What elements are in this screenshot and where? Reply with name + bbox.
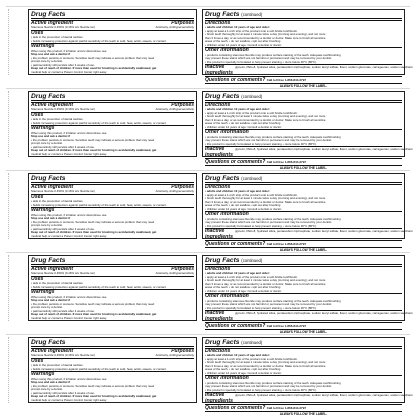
inactive-ingredients-heading: Inactive ingredients [205, 146, 233, 158]
keep-out-line-2: medical help or contact a Poison Control Center right away. [31, 151, 107, 156]
purposes-heading: Purposes [171, 19, 194, 26]
warning-line: • pain/sensitivity still persists after 4 weeks of use. [31, 226, 95, 231]
directions-heading: Directions [205, 102, 402, 109]
other-info-line: • this product is specially formulated to help prevent staining. • store below 30°C (86°F). [205, 305, 317, 310]
active-ingredient-purpose: Anticavity, Antihypersensitivity [155, 189, 194, 194]
drug-facts-right-panel [202, 173, 413, 253]
always-follow-label: ALWAYS FOLLOW THE LABEL. [205, 83, 402, 88]
directions-line: • apply at least a 1-inch strip of the product onto a soft bristle toothbrush. [205, 274, 298, 279]
keep-out-line-2: medical help or contact a Poison Control Center right away. [31, 69, 107, 74]
directions-line: • children under 12 years of age: Consult a dentist or doctor. [205, 206, 282, 211]
directions-line: than 3 times a day, or as recommended by a dentist or doctor. Make sure to brush all sensitive [205, 199, 326, 204]
drug-facts-label [6, 252, 413, 335]
other-information-heading: Other information [205, 211, 402, 218]
drug-facts-right-panel [202, 91, 413, 171]
directions-heading: Directions [205, 348, 402, 355]
inactive-ingredients-row [205, 228, 413, 240]
drug-facts-continued-title: Drug Facts (continued) [205, 339, 402, 347]
questions-heading: Questions or comments? [205, 323, 266, 330]
inactive-ingredients-text: glycerin, PEG-8, hydrated silica, pentasodium triphosphate, sodium lauryl sulfate, flavor, sodium gluconate, carrageenan, sodium saccharin [234, 311, 413, 316]
questions-heading: Questions or comments? [205, 77, 266, 84]
always-follow-label: ALWAYS FOLLOW THE LABEL. [205, 411, 402, 416]
always-follow-label: ALWAYS FOLLOW THE LABEL. [205, 165, 402, 170]
other-info-line: may prevent these stains which are not harmful or permanent and may be removed by your dentist. [205, 138, 332, 143]
active-ingredient-text: Stannous fluoride 0.454% (0.16% w/v fluoride ion) [31, 271, 96, 276]
uses-line: • builds increasing protection against painful sensitivity of the teeth to cold, heat, acids, sweets, or contact. [31, 120, 167, 125]
warning-line: prompt care by a dentist. [31, 305, 63, 310]
warning-line: prompt care by a dentist. [31, 59, 63, 64]
directions-line: than 3 times a day, or as recommended by a dentist or doctor. Make sure to brush all sensitive [205, 363, 326, 368]
directions-line: areas of the teeth. • do not swallow • spit out after brushing [205, 367, 281, 372]
inactive-ingredients-text: glycerin, PEG-8, hydrated silica, pentasodium triphosphate, sodium lauryl sulfate, flavor, sodium gluconate, carrageenan, sodium saccharin [234, 65, 413, 70]
directions-heading: Directions [205, 184, 402, 191]
other-info-line: • products containing stannous fluoride may produce surface staining of the teeth. Adequate toothbrushing [205, 216, 341, 221]
active-ingredient-purpose: Anticavity, Antihypersensitivity [155, 107, 194, 112]
warnings-heading: Warnings [31, 371, 194, 378]
questions-row [205, 240, 402, 247]
warning-line: • pain/sensitivity still persists after 4 weeks of use. [31, 308, 95, 313]
drug-facts-label [6, 170, 413, 253]
keep-out-line-2: medical help or contact a Poison Control Center right away. [31, 233, 107, 238]
warning-subtitle: Stop use and ask a dentist if [31, 298, 71, 303]
questions-phone: Call toll free 1-866-844-2797 [266, 160, 307, 165]
other-info-line: • this product is specially formulated to help prevent staining. • store below 30°C (86°F). [205, 141, 317, 146]
directions-line: • apply at least a 1-inch strip of the product onto a soft bristle toothbrush. [205, 28, 298, 33]
warnings-heading: Warnings [31, 289, 194, 296]
active-ingredient-heading: Active ingredient [31, 19, 74, 26]
other-information-heading: Other information [205, 129, 402, 136]
directions-line: than 3 times a day, or as recommended by a dentist or doctor. Make sure to brush all sensitive [205, 35, 326, 40]
warning-line: • pain/sensitivity still persists after 4 weeks of use. [31, 390, 95, 395]
warning-line: prompt care by a dentist. [31, 141, 63, 146]
directions-line: • children under 12 years of age: Consult a dentist or doctor. [205, 370, 282, 375]
warning-subtitle: Stop use and ask a dentist if [31, 52, 71, 57]
warning-line: When using this product, if irritation occurs discontinue use. [31, 294, 108, 299]
questions-phone: Call toll free 1-866-844-2797 [266, 324, 307, 329]
other-info-line: may prevent these stains which are not harmful or permanent and may be removed by your dentist. [205, 56, 332, 61]
directions-line: • adults and children 12 years of age and older: [205, 25, 270, 30]
active-ingredient-text: Stannous fluoride 0.454% (0.16% w/v fluoride ion) [31, 353, 96, 358]
directions-line: • brush teeth thoroughly for at least 1 minute twice a day (morning and evening), and not more [205, 196, 326, 201]
other-information-heading: Other information [205, 47, 402, 54]
questions-heading: Questions or comments? [205, 405, 266, 412]
inactive-ingredients-row [205, 392, 413, 404]
inactive-ingredients-text: glycerin, PEG-8, hydrated silica, pentasodium triphosphate, sodium lauryl sulfate, flavor, sodium gluconate, carrageenan, sodium saccharin [234, 229, 413, 234]
cut-line [8, 91, 9, 157]
directions-line: areas of the teeth. • do not swallow • spit out after brushing [205, 39, 281, 44]
drug-facts-right-panel [202, 9, 413, 89]
drug-facts-continued-title: Drug Facts (continued) [205, 175, 402, 183]
uses-line: • aids in the prevention of dental cavities. [31, 281, 84, 286]
keep-out-line: Keep out of reach of children. If more than used for brushing is accidentally swallowed, get [31, 148, 157, 153]
other-information-heading: Other information [205, 293, 402, 300]
inactive-ingredients-text: glycerin, PEG-8, hydrated silica, pentasodium triphosphate, sodium lauryl sulfate, flavor, sodium gluconate, carrageenan, sodium saccharin [234, 393, 413, 398]
questions-phone: Call toll free 1-866-844-2797 [266, 78, 307, 83]
keep-out-line: Keep out of reach of children. If more than used for brushing is accidentally swallowed, get [31, 394, 157, 399]
questions-row [205, 158, 402, 165]
other-info-line: • this product is specially formulated to help prevent staining. • store below 30°C (86°F). [205, 223, 317, 228]
directions-line: areas of the teeth. • do not swallow • spit out after brushing [205, 203, 281, 208]
directions-line: • brush teeth thoroughly for at least 1 minute twice a day (morning and evening), and not more [205, 278, 326, 283]
other-info-line: • products containing stannous fluoride may produce surface staining of the teeth. Adequate toothbrushing [205, 380, 341, 385]
active-ingredient-text: Stannous fluoride 0.454% (0.16% w/v fluoride ion) [31, 25, 96, 30]
questions-phone: Call toll free 1-866-844-2797 [266, 406, 307, 411]
directions-heading: Directions [205, 266, 402, 273]
inactive-ingredients-row [205, 310, 413, 322]
directions-line: • apply at least a 1-inch strip of the product onto a soft bristle toothbrush. [205, 110, 298, 115]
other-info-line: • products containing stannous fluoride may produce surface staining of the teeth. Adequate toothbrushing [205, 134, 341, 139]
drug-facts-label [6, 6, 413, 89]
directions-line: areas of the teeth. • do not swallow • spit out after brushing [205, 285, 281, 290]
warning-subtitle: Stop use and ask a dentist if [31, 134, 71, 139]
keep-out-line: Keep out of reach of children. If more than used for brushing is accidentally swallowed, get [31, 230, 157, 235]
drug-facts-right-panel [202, 337, 413, 417]
warning-line: When using this product, if irritation occurs discontinue use. [31, 130, 108, 135]
directions-line: than 3 times a day, or as recommended by a dentist or doctor. Make sure to brush all sensitive [205, 117, 326, 122]
other-info-line: may prevent these stains which are not harmful or permanent and may be removed by your dentist. [205, 220, 332, 225]
warning-line: • the problem persists or worsens. Sensitive teeth may indicate a serious problem that may need [31, 301, 155, 306]
purposes-heading: Purposes [171, 183, 194, 190]
uses-line: • builds increasing protection against painful sensitivity of the teeth to cold, heat, acids, sweets, or contact. [31, 284, 167, 289]
cut-line [8, 255, 9, 321]
drug-facts-left-panel [28, 337, 197, 403]
inactive-ingredients-heading: Inactive ingredients [205, 228, 233, 240]
inactive-ingredients-heading: Inactive ingredients [205, 310, 233, 322]
cut-line [8, 173, 9, 239]
active-ingredient-text: Stannous fluoride 0.454% (0.16% w/v fluoride ion) [31, 107, 96, 112]
directions-line: • adults and children 12 years of age and older: [205, 271, 270, 276]
active-ingredient-heading: Active ingredient [31, 183, 74, 190]
inactive-ingredients-heading: Inactive ingredients [205, 64, 233, 76]
uses-line: • builds increasing protection against painful sensitivity of the teeth to cold, heat, acids, sweets, or contact. [31, 38, 167, 43]
warning-line: When using this product, if irritation occurs discontinue use. [31, 212, 108, 217]
purposes-heading: Purposes [171, 347, 194, 354]
always-follow-label: ALWAYS FOLLOW THE LABEL. [205, 329, 402, 334]
uses-heading: Uses [31, 30, 194, 37]
warning-line: When using this product, if irritation occurs discontinue use. [31, 376, 108, 381]
warning-line: • the problem persists or worsens. Sensitive teeth may indicate a serious problem that may need [31, 383, 155, 388]
directions-line: • apply at least a 1-inch strip of the product onto a soft bristle toothbrush. [205, 192, 298, 197]
drug-facts-title: Drug Facts [31, 257, 194, 265]
other-info-line: • products containing stannous fluoride may produce surface staining of the teeth. Adequate toothbrushing [205, 52, 341, 57]
warning-line: prompt care by a dentist. [31, 387, 63, 392]
warnings-heading: Warnings [31, 125, 194, 132]
keep-out-line-2: medical help or contact a Poison Control Center right away. [31, 397, 107, 402]
uses-line: • aids in the prevention of dental cavities. [31, 199, 84, 204]
uses-heading: Uses [31, 358, 194, 365]
directions-line: • adults and children 12 years of age and older: [205, 353, 270, 358]
keep-out-line-2: medical help or contact a Poison Control Center right away. [31, 315, 107, 320]
directions-heading: Directions [205, 20, 402, 27]
directions-line: • brush teeth thoroughly for at least 1 minute twice a day (morning and evening), and not more [205, 32, 326, 37]
other-information-heading: Other information [205, 375, 402, 382]
drug-facts-title: Drug Facts [31, 93, 194, 101]
uses-line: • aids in the prevention of dental cavities. [31, 117, 84, 122]
uses-heading: Uses [31, 112, 194, 119]
questions-phone: Call toll free 1-866-844-2797 [266, 242, 307, 247]
purposes-heading: Purposes [171, 265, 194, 272]
warning-subtitle: Stop use and ask a dentist if [31, 380, 71, 385]
warning-line: • pain/sensitivity still persists after 4 weeks of use. [31, 144, 95, 149]
cut-line [8, 337, 9, 403]
drug-facts-continued-title: Drug Facts (continued) [205, 93, 402, 101]
drug-facts-title: Drug Facts [31, 339, 194, 347]
uses-line: • aids in the prevention of dental cavities. [31, 363, 84, 368]
drug-facts-left-panel [28, 91, 197, 157]
directions-line: than 3 times a day, or as recommended by a dentist or doctor. Make sure to brush all sensitive [205, 281, 326, 286]
directions-line: • brush teeth thoroughly for at least 1 minute twice a day (morning and evening), and not more [205, 360, 326, 365]
always-follow-label: ALWAYS FOLLOW THE LABEL. [205, 247, 402, 252]
drug-facts-continued-title: Drug Facts (continued) [205, 11, 402, 19]
active-ingredient-purpose: Anticavity, Antihypersensitivity [155, 271, 194, 276]
other-info-line: may prevent these stains which are not harmful or permanent and may be removed by your dentist. [205, 302, 332, 307]
cut-line [8, 9, 9, 75]
drug-facts-right-panel [202, 255, 413, 335]
keep-out-line: Keep out of reach of children. If more than used for brushing is accidentally swallowed, get [31, 312, 157, 317]
drug-facts-continued-title: Drug Facts (continued) [205, 257, 402, 265]
other-info-line: may prevent these stains which are not harmful or permanent and may be removed by your dentist. [205, 384, 332, 389]
uses-line: • builds increasing protection against painful sensitivity of the teeth to cold, heat, acids, sweets, or contact. [31, 366, 167, 371]
drug-facts-title: Drug Facts [31, 11, 194, 19]
other-info-line: • this product is specially formulated to help prevent staining. • store below 30°C (86°F). [205, 387, 317, 392]
active-ingredient-purpose: Anticavity, Antihypersensitivity [155, 25, 194, 30]
drug-facts-left-panel [28, 255, 197, 321]
directions-line: • adults and children 12 years of age and older: [205, 189, 270, 194]
uses-line: • aids in the prevention of dental cavities. [31, 35, 84, 40]
inactive-ingredients-row [205, 146, 413, 158]
uses-heading: Uses [31, 276, 194, 283]
directions-line: • children under 12 years of age: Consult a dentist or doctor. [205, 42, 282, 47]
warning-line: • the problem persists or worsens. Sensitive teeth may indicate a serious problem that may need [31, 137, 155, 142]
inactive-ingredients-row [205, 64, 413, 76]
directions-line: areas of the teeth. • do not swallow • spit out after brushing [205, 121, 281, 126]
warnings-heading: Warnings [31, 43, 194, 50]
inactive-ingredients-text: glycerin, PEG-8, hydrated silica, pentasodium triphosphate, sodium lauryl sulfate, flavor, sodium gluconate, carrageenan, sodium saccharin [234, 147, 413, 152]
questions-heading: Questions or comments? [205, 241, 266, 248]
other-info-line: • products containing stannous fluoride may produce surface staining of the teeth. Adequate toothbrushing [205, 298, 341, 303]
uses-line: • builds increasing protection against painful sensitivity of the teeth to cold, heat, acids, sweets, or contact. [31, 202, 167, 207]
warning-line: prompt care by a dentist. [31, 223, 63, 228]
directions-line: • children under 12 years of age: Consult a dentist or doctor. [205, 288, 282, 293]
directions-line: • brush teeth thoroughly for at least 1 minute twice a day (morning and evening), and not more [205, 114, 326, 119]
active-ingredient-heading: Active ingredient [31, 101, 74, 108]
questions-row [205, 322, 402, 329]
questions-row [205, 76, 402, 83]
warning-line: • the problem persists or worsens. Sensitive teeth may indicate a serious problem that may need [31, 219, 155, 224]
warning-line: • the problem persists or worsens. Sensitive teeth may indicate a serious problem that may need [31, 55, 155, 60]
drug-facts-left-panel [28, 173, 197, 239]
directions-line: • adults and children 12 years of age and older: [205, 107, 270, 112]
drug-facts-label [6, 88, 413, 171]
warning-subtitle: Stop use and ask a dentist if [31, 216, 71, 221]
keep-out-line: Keep out of reach of children. If more than used for brushing is accidentally swallowed, get [31, 66, 157, 71]
warnings-heading: Warnings [31, 207, 194, 214]
drug-facts-left-panel [28, 9, 197, 75]
active-ingredient-purpose: Anticavity, Antihypersensitivity [155, 353, 194, 358]
questions-heading: Questions or comments? [205, 159, 266, 166]
warning-line: • pain/sensitivity still persists after 4 weeks of use. [31, 62, 95, 67]
drug-facts-title: Drug Facts [31, 175, 194, 183]
inactive-ingredients-heading: Inactive ingredients [205, 392, 233, 404]
active-ingredient-heading: Active ingredient [31, 265, 74, 272]
warning-line: When using this product, if irritation occurs discontinue use. [31, 48, 108, 53]
active-ingredient-text: Stannous fluoride 0.454% (0.16% w/v fluoride ion) [31, 189, 96, 194]
active-ingredient-heading: Active ingredient [31, 347, 74, 354]
other-info-line: • this product is specially formulated to help prevent staining. • store below 30°C (86°F). [205, 59, 317, 64]
purposes-heading: Purposes [171, 101, 194, 108]
drug-facts-label [6, 334, 413, 417]
uses-heading: Uses [31, 194, 194, 201]
directions-line: • children under 12 years of age: Consult a dentist or doctor. [205, 124, 282, 129]
questions-row [205, 404, 402, 411]
directions-line: • apply at least a 1-inch strip of the product onto a soft bristle toothbrush. [205, 356, 298, 361]
